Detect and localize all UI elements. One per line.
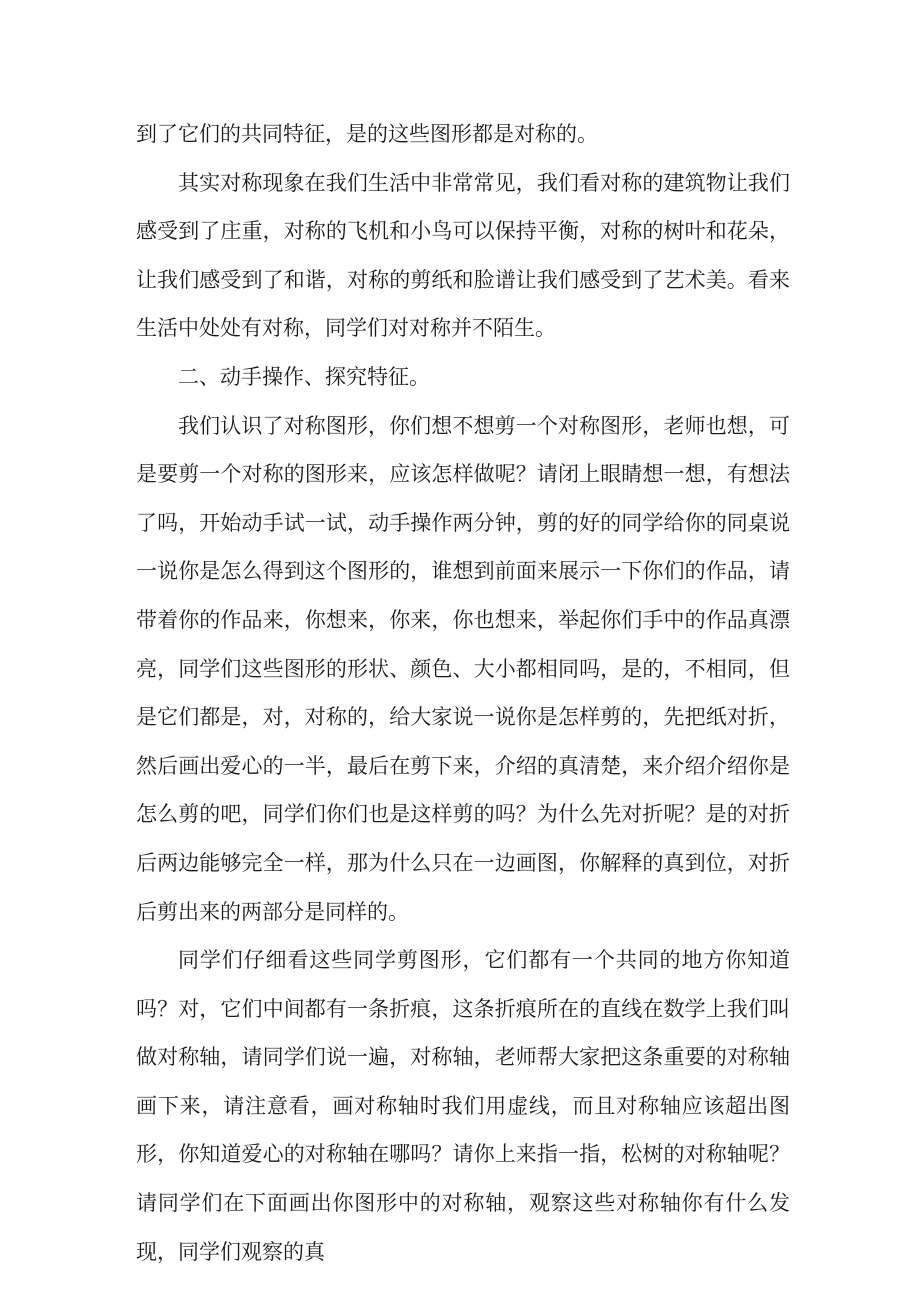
document-body [136,110,790,1276]
paragraph-axis-of-symmetry: 同学们仔细看这些同学剪图形，它们都有一个共同的地方你知道吗？对，它们中间都有一条折痕，这条折痕所在的直线在数学上我们叫做对称轴，请同学们说一遍，对称轴，老师帮大家把这条重要的对称轴画下来，请注意看，画对称轴时我们用虚线，而且对称轴应该超出图形，你知道爱心的对称轴在哪吗？请你上来指一指，松树的对称轴呢？请同学们在下面画出你图形中的对称轴，观察这些对称轴你有什么发现，同学们观察的真 [136,948,790,1264]
paragraph-cutting-activity: 我们认识了对称图形，你们想不想剪一个对称图形，老师也想，可是要剪一个对称的图形来，应该怎样做呢？请闭上眼睛想一想，有想法了吗，开始动手试一试，动手操作两分钟，剪的好的同学给你的同桌说一说你是怎么得到这个图形的，谁想到前面来展示一下你们的作品，请带着你的作品来，你想来，你来，你也想来，举起你们手中的作品真漂亮，同学们这些图形的形状、颜色、大小都相同吗，是的，不相同，但是它们都是，对，对称的，给大家说一说你是怎样剪的，先把纸对折，然后画出爱心的一半，最后在剪下来，介绍的真清楚，来介绍介绍你是怎么剪的吧，同学们你们也是这样剪的吗？为什么先对折呢？是的对折后两边能够完全一样，那为什么只在一边画图，你解释的真到位，对折后剪出来的两部分是同样的。 [136,413,790,924]
paragraph-symmetry-in-life: 其实对称现象在我们生活中非常常见，我们看对称的建筑物让我们感受到了庄重，对称的飞机和小鸟可以保持平衡，对称的树叶和花朵，让我们感受到了和谐，对称的剪纸和脸谱让我们感受到了艺术美。看来生活中处处有对称，同学们对对称并不陌生。 [136,170,790,341]
section-heading-hands-on: 二、动手操作、探究特征。 [178,364,430,389]
paragraph-continuation: 到了它们的共同特征，是的这些图形都是对称的。 [136,122,598,146]
